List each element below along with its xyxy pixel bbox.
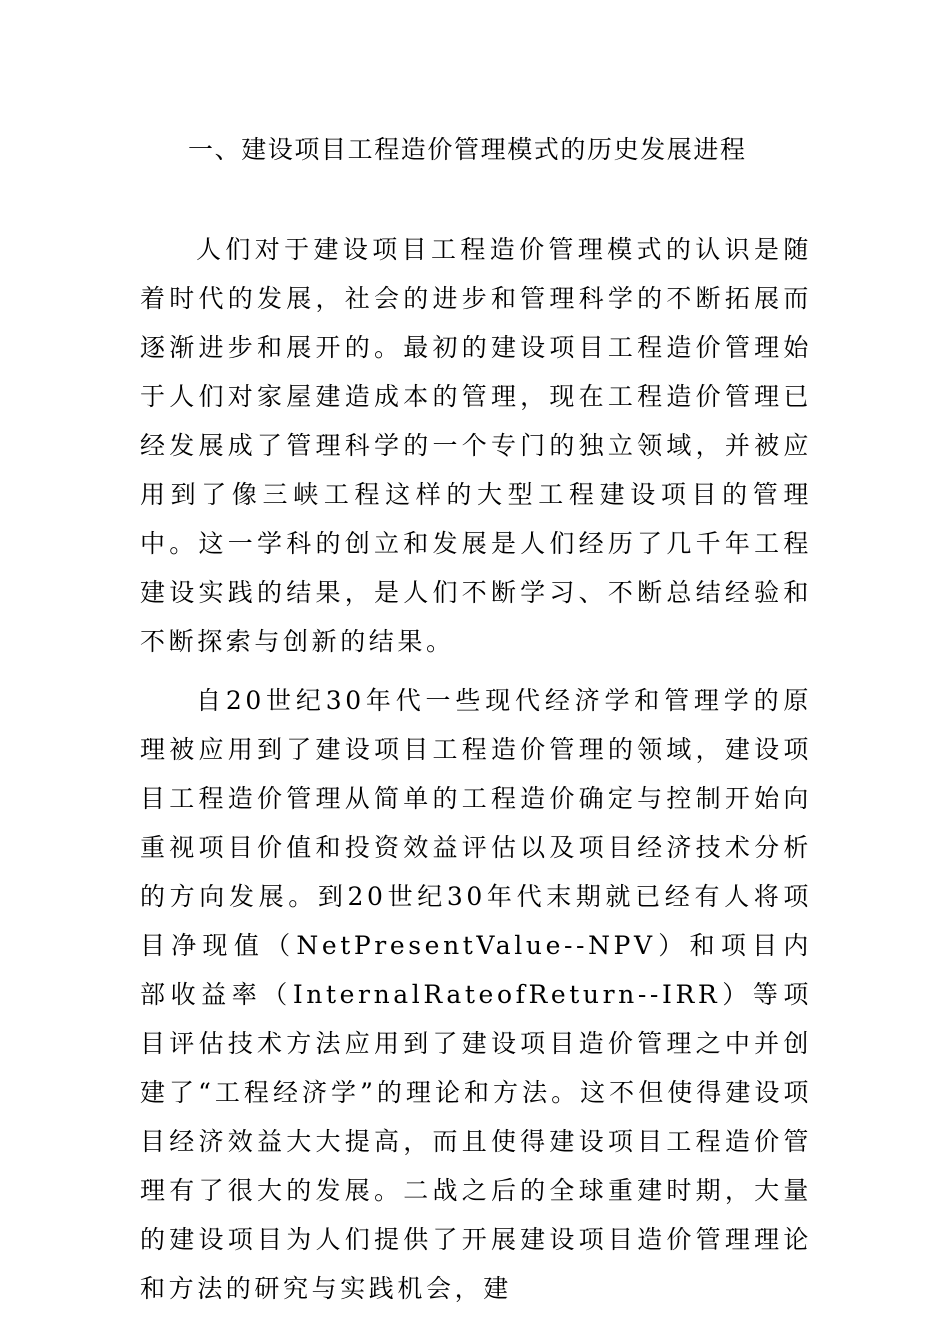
paragraph-1: 人们对于建设项目工程造价管理模式的认识是随着时代的发展，社会的进步和管理科学的不断拓展而逐渐进步和展开的。最初的建设项目工程造价管理始于人们对家屋建造成本的管理，现在工程造价管理已经发展成了管理科学的一个专门的独立领域，并被应用到了像三峡工程这样的大型工程建设项目的管理中。这一学科的创立和发展是人们经历了几千年工程建设实践的结果，是人们不断学习、不断总结经验和不断探索与创新的结果。 xyxy=(140,235,812,656)
paragraph-2: 自20世纪30年代一些现代经济学和管理学的原理被应用到了建设项目工程造价管理的领域，建设项目工程造价管理从简单的工程造价确定与控制开始向重视项目价值和投资效益评估以及项目经济技术分析的方向发展。到20世纪30年代末期就已经有人将项目净现值（NetPresentValue--NPV）和项目内部收益率（InternalRateofReturn--IRR）等项目评估技术方法应用到了建设项目造价管理之中并创建了“工程经济学”的理论和方法。这不但使得建设项目经济效益大大提高，而且使得建设项目工程造价管理有了很大的发展。二战之后的全球重建时期，大量的建设项目为人们提供了开展建设项目造价管理理论和方法的研究与实践机会，建 xyxy=(140,686,812,1303)
section-heading: 一、建设项目工程造价管理模式的历史发展进程 xyxy=(188,135,747,164)
